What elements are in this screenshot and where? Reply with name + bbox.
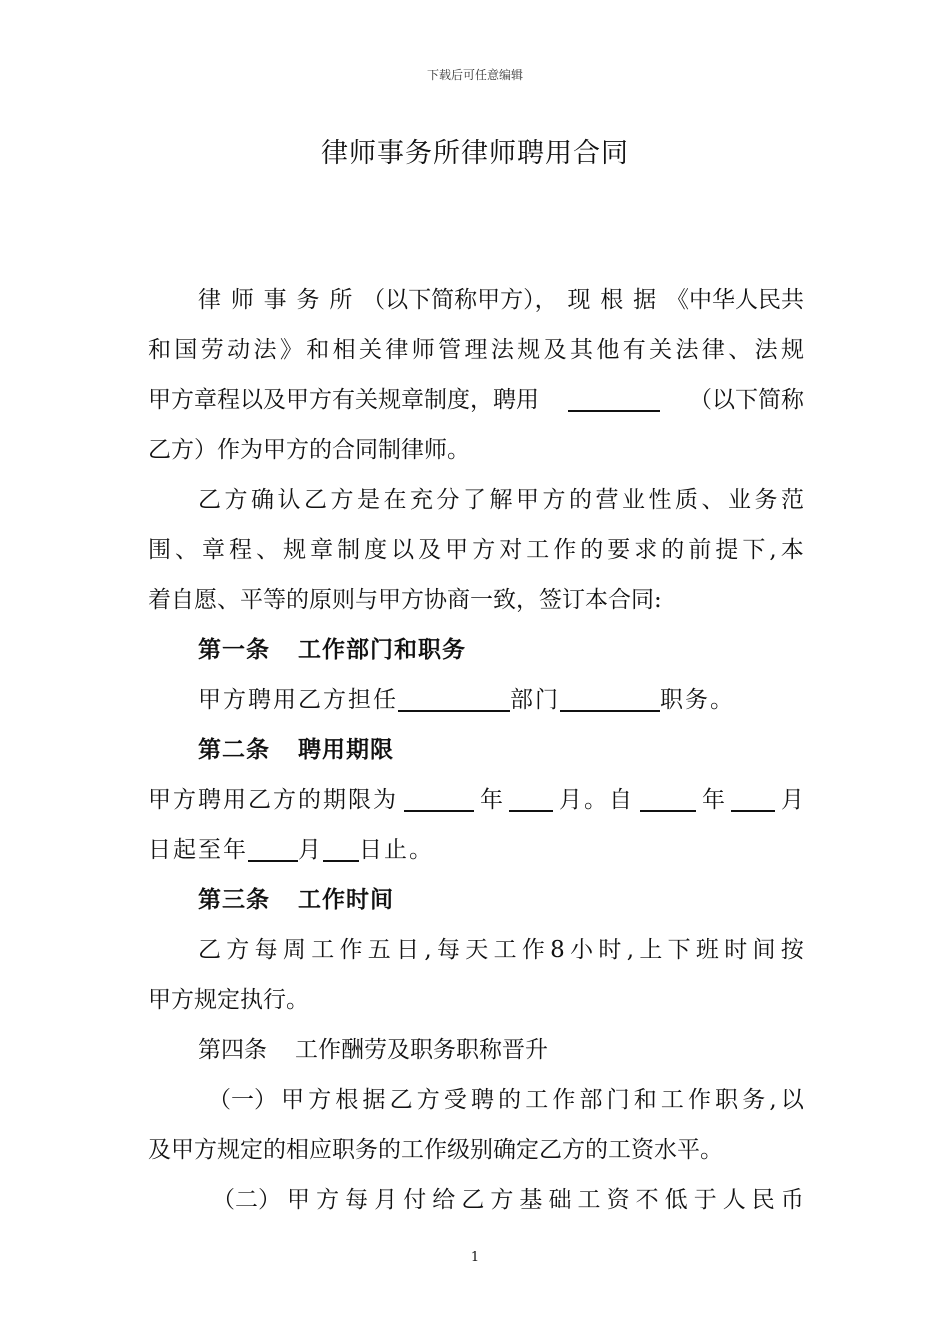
blank-lawyer-name (568, 388, 660, 412)
blank-months (509, 788, 553, 812)
text-char: 对 (499, 537, 523, 563)
text-char: 性 (648, 487, 672, 513)
text-char: 方 (472, 537, 496, 563)
text-char: 务 (296, 287, 320, 313)
text-char: 乙 (198, 487, 221, 513)
text-char: 关 (359, 337, 382, 363)
text-char: 充 (410, 487, 433, 513)
text-char: 事 (263, 287, 287, 313)
blank-start-month (731, 788, 775, 812)
text-segment: 甲方聘用乙方担任 (198, 687, 398, 713)
text-char: 间 (752, 937, 776, 963)
text-segment: 甲方聘用乙方的期限为 (148, 787, 398, 813)
text-char: 工 (311, 937, 335, 963)
text-char: （二） (212, 1187, 281, 1213)
text-char: 时 (598, 937, 622, 963)
text-char: 下 (667, 937, 691, 963)
text-char: 乙 (461, 1187, 485, 1213)
text-char: 及 (418, 537, 442, 563)
text-char: 营 (595, 487, 619, 513)
page-number: 1 (470, 1250, 480, 1265)
text-char: 务 (754, 487, 778, 513)
text-char: 时 (724, 937, 748, 963)
text-char: 甲 (281, 1087, 305, 1113)
article-4-item-1-line-2: 及甲方规定的相应职务的工作级别确定乙方的工资水平。 (148, 1137, 723, 1163)
text-char: 章 (202, 537, 226, 563)
text-segment: 月。自 (559, 787, 634, 813)
text-char: 8 (550, 937, 565, 963)
text-char: 的 (661, 537, 685, 563)
article-4-heading (148, 1025, 804, 1075)
text-char: 聘 (471, 1087, 494, 1113)
text-segment: 日止。 (359, 837, 434, 863)
text-char: 关 (649, 337, 673, 363)
text-char: 不 (635, 1187, 659, 1213)
text-char: 低 (664, 1187, 688, 1213)
text-segment: 甲方章程以及甲方有关规章制度，聘用 (148, 387, 539, 413)
text-char: 民 (751, 1187, 775, 1213)
text-char: 务 (742, 1087, 766, 1113)
text-char: 师 (411, 337, 435, 363)
text-char: 管 (438, 337, 462, 363)
text-char: 理 (464, 337, 488, 363)
text-char: 班 (695, 937, 719, 963)
text-char: 周 (282, 937, 306, 963)
article-number: 第一条 (198, 636, 270, 663)
text-char: 人 (722, 1187, 746, 1213)
text-char: 方 (416, 1087, 440, 1113)
text-char: 及 (543, 337, 567, 363)
text-char: 提 (715, 537, 739, 563)
text-char: 础 (548, 1187, 572, 1213)
text-char: 的 (498, 1087, 522, 1113)
text-char: 律 (701, 337, 725, 363)
text-char: 每 (345, 1187, 369, 1213)
text-char: 前 (688, 537, 712, 563)
paragraph-1-line-3 (148, 375, 804, 425)
text-char: 法 (754, 337, 778, 363)
text-char: 部 (579, 1087, 603, 1113)
text-char: 章 (310, 537, 334, 563)
text-char: 工 (493, 937, 517, 963)
text-char: 五 (367, 937, 391, 963)
blank-department (398, 688, 510, 712)
article-1-heading (148, 625, 804, 675)
text-char: 职 (715, 1087, 739, 1113)
article-number: 第四条 (198, 1037, 267, 1063)
article-title: 工作酬劳及职务职称晋升 (295, 1037, 548, 1063)
text-segment: 日起至年 (148, 837, 248, 863)
text-char: 下 (742, 537, 766, 563)
article-title: 工作时间 (298, 886, 394, 913)
text-char: 基 (519, 1187, 543, 1213)
document-body (148, 275, 804, 1225)
text-char: 、 (175, 537, 199, 563)
text-char: 业 (728, 487, 751, 513)
text-char: 的 (569, 487, 592, 513)
text-char: 是 (357, 487, 380, 513)
text-char: 据 (633, 287, 657, 313)
text-char: 甲 (516, 487, 539, 513)
text-char: 作 (688, 1087, 711, 1113)
text-segment: （以下简称 (689, 387, 804, 413)
text-char: 根 (600, 287, 624, 313)
text-char: 规 (517, 337, 541, 363)
paragraph-1-line-1 (148, 275, 804, 325)
text-char: 现 (567, 287, 591, 313)
text-char: 作 (339, 937, 363, 963)
text-char: 律 (385, 337, 409, 363)
text-char: , (769, 537, 777, 563)
text-segment: 年 (480, 787, 503, 813)
article-3-heading (148, 875, 804, 925)
article-title: 聘用期限 (298, 736, 394, 763)
paragraph-1-line-4: 乙方）作为甲方的合同制律师。 (148, 437, 470, 463)
text-char: 币 (780, 1187, 804, 1213)
text-char: 有 (622, 337, 646, 363)
text-char: 方 (330, 487, 354, 513)
text-char: 法 (675, 337, 699, 363)
text-char: 甲 (445, 537, 469, 563)
paragraph-1-line-2 (148, 325, 804, 375)
text-char: 和 (306, 337, 330, 363)
text-char: 、 (256, 537, 280, 563)
text-char: 作 (552, 1087, 576, 1113)
text-char: 求 (634, 537, 658, 563)
text-char: 据 (362, 1087, 386, 1113)
article-number: 第二条 (198, 736, 270, 763)
text-char: （以下简称甲方）， (362, 287, 558, 313)
text-char: 工 (526, 537, 550, 563)
text-char: 方 (542, 487, 566, 513)
text-char: 作 (521, 937, 545, 963)
article-number: 第三条 (198, 886, 270, 913)
text-char: 受 (443, 1087, 467, 1113)
text-segment: 职务。 (660, 687, 735, 713)
blank-position (560, 688, 660, 712)
article-3-line-2: 甲方规定执行。 (148, 987, 309, 1013)
article-2-heading (148, 725, 804, 775)
text-char: 所 (329, 287, 353, 313)
paragraph-2-line-3: 着自愿、平等的原则与甲方协商一致，签订本合同: (148, 587, 662, 613)
text-char: 资 (606, 1187, 630, 1213)
text-char: 解 (489, 487, 513, 513)
text-char: 国 (174, 337, 198, 363)
text-char: 认 (277, 487, 301, 513)
text-char: 方 (490, 1187, 514, 1213)
text-char: （一） (208, 1087, 277, 1113)
text-char: 的 (580, 537, 604, 563)
text-char: 甲 (287, 1187, 311, 1213)
text-char: 作 (553, 537, 577, 563)
text-segment: 年 (702, 787, 725, 813)
text-char: 动 (227, 337, 251, 363)
text-char: 方 (308, 1087, 332, 1113)
text-char: , (424, 937, 432, 963)
article-3-line-1 (148, 925, 804, 975)
text-char: 方 (316, 1187, 340, 1213)
text-char: 给 (432, 1187, 456, 1213)
blank-years (404, 788, 474, 812)
text-segment: 月 (298, 837, 323, 863)
text-char: 规 (781, 337, 804, 363)
text-char: 法 (490, 337, 514, 363)
text-char: 、 (701, 487, 725, 513)
text-char: 和 (148, 337, 171, 363)
text-char: 和 (633, 1087, 657, 1113)
text-char: 小 (570, 937, 594, 963)
text-char: 上 (639, 937, 663, 963)
text-char: 师 (230, 287, 254, 313)
text-char: 日 (396, 937, 420, 963)
text-char: , (769, 1087, 777, 1113)
blank-start-year (640, 788, 696, 812)
text-char: 业 (622, 487, 645, 513)
text-char: 根 (335, 1087, 359, 1113)
text-char: 制 (337, 537, 361, 563)
text-char: 每 (254, 937, 278, 963)
text-char: 方 (226, 937, 250, 963)
text-segment: 部门 (510, 687, 560, 713)
article-2-line-2 (148, 825, 804, 875)
text-char: 在 (383, 487, 407, 513)
text-char: 相 (332, 337, 356, 363)
article-4-item-2-line-1 (148, 1175, 804, 1225)
text-char: 确 (251, 487, 274, 513)
text-char: 乙 (304, 487, 327, 513)
text-char: 度 (364, 537, 388, 563)
text-char: 月 (374, 1187, 398, 1213)
paragraph-2-line-2 (148, 525, 804, 575)
text-char: 围 (148, 537, 171, 563)
text-char: 要 (607, 537, 631, 563)
text-char: 本 (780, 537, 804, 563)
page-header: 下载后可任意编辑 (426, 68, 523, 82)
blank-end-month (248, 838, 298, 862)
text-char: 乙 (198, 937, 221, 963)
text-char: 工 (577, 1187, 601, 1213)
text-char: 付 (403, 1187, 427, 1213)
blank-end-day (323, 838, 359, 862)
text-char: 》 (279, 337, 303, 363)
text-char: 、 (728, 337, 752, 363)
text-char: 方 (224, 487, 248, 513)
text-char: 了 (463, 487, 486, 513)
text-char: 乙 (389, 1087, 413, 1113)
paragraph-2-line-1 (148, 475, 804, 525)
text-char: 以 (780, 1087, 804, 1113)
text-char: 程 (229, 537, 253, 563)
text-char: 天 (465, 937, 489, 963)
text-char: 于 (693, 1187, 717, 1213)
text-char: 范 (781, 487, 804, 513)
text-char: 按 (780, 937, 804, 963)
document-title: 律师事务所律师聘用合同 (321, 138, 629, 169)
text-char: 质 (675, 487, 698, 513)
text-segment: 月 (781, 787, 804, 813)
text-char: , (626, 937, 635, 963)
text-char: 门 (606, 1087, 630, 1113)
text-char: 每 (436, 937, 460, 963)
text-char: 律 (198, 287, 221, 313)
text-char: 劳 (200, 337, 224, 363)
article-2-line-1 (148, 775, 804, 825)
text-char: 其 (570, 337, 593, 363)
article-4-item-1-line-1 (148, 1075, 804, 1125)
text-char: 工 (660, 1087, 684, 1113)
text-char: 法 (253, 337, 277, 363)
text-char: 以 (391, 537, 415, 563)
text-char: 《中华人民共 (665, 287, 804, 313)
text-char: 规 (283, 537, 307, 563)
article-1-text (148, 675, 804, 725)
text-char: 工 (525, 1087, 549, 1113)
article-title: 工作部门和职务 (298, 636, 466, 663)
text-char: 他 (596, 337, 620, 363)
text-char: 分 (436, 487, 460, 513)
